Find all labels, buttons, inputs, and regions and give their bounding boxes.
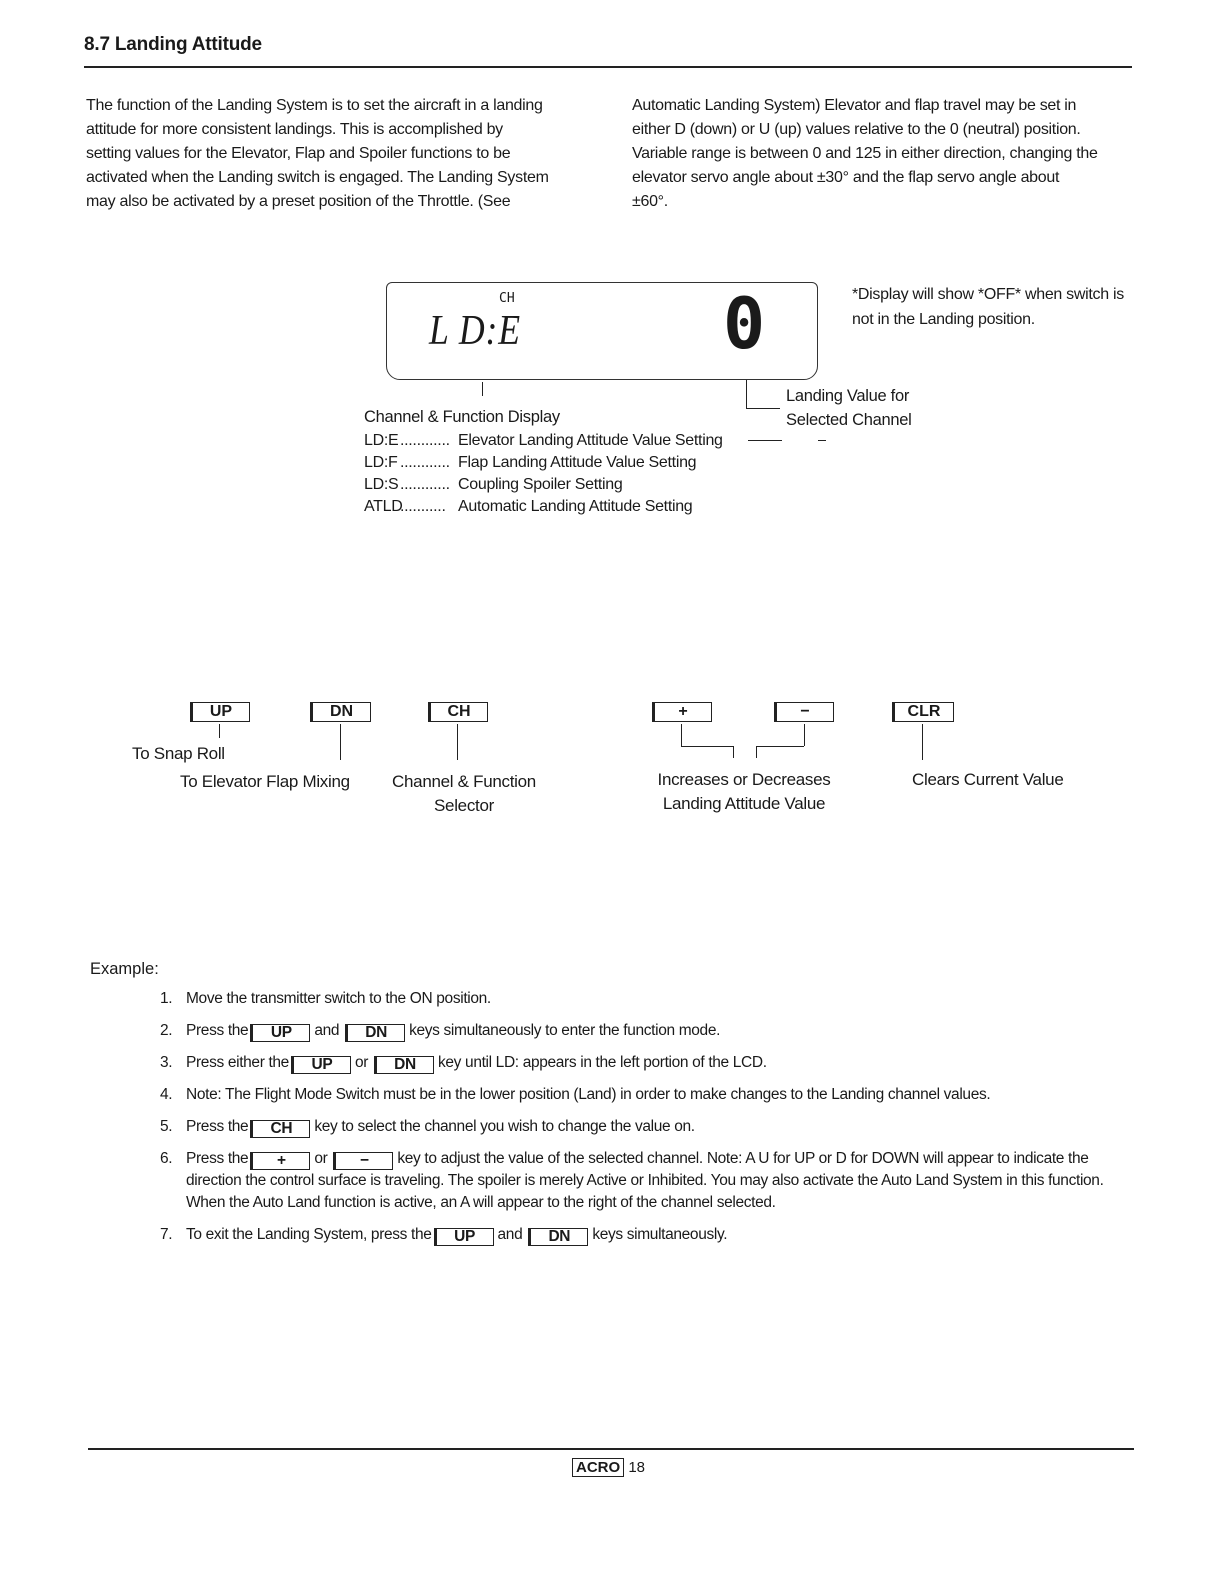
ch-key-line — [457, 724, 458, 760]
clr-key[interactable]: CLR — [892, 702, 954, 722]
step-text: or — [314, 1150, 328, 1167]
intro-right-line: Variable range is between 0 and 125 in either direction, changing the — [632, 145, 1098, 162]
elevator-flap-caption: To Elevator Flap Mixing — [180, 772, 350, 791]
dn-key-line — [340, 724, 341, 760]
step-text: and — [314, 1022, 340, 1039]
intro-left-line: activated when the Landing switch is engaged. The Landing System — [86, 169, 549, 186]
ch-caption-line: Channel & Function — [392, 772, 536, 791]
step-text: Press either the — [186, 1054, 289, 1071]
step-number: 6. — [160, 1150, 173, 1167]
footer — [572, 1458, 645, 1477]
intro-left-line: may also be activated by a preset position of the Throttle. (See — [86, 193, 511, 210]
step-text: key until LD: appears in the left portion of the LCD. — [438, 1054, 767, 1071]
pointer-line-value-h — [746, 408, 780, 409]
legend-row — [364, 474, 723, 496]
step-item — [160, 1116, 1140, 1138]
legend-desc: Coupling Spoiler Setting — [458, 476, 623, 493]
landing-value-line: Selected Channel — [786, 411, 912, 429]
display-note — [852, 282, 1124, 332]
channel-function-label: Channel & Function Display — [364, 408, 560, 426]
inline-dn-key: DN — [528, 1228, 588, 1246]
up-key-line — [219, 724, 220, 738]
step-text: key to adjust the value of the selected channel. Note: A U for UP or D for DOWN will appear to indicate the direction the control surface is traveling. The spoiler is merely Active or Inhibited. You may also activate the Auto Land System in this function. When the Auto Land function is active, an A will appear to the right of the channel selected. — [186, 1150, 1104, 1211]
legend-dots: ............ — [400, 454, 450, 471]
incdec-caption-line: Landing Attitude Value — [662, 794, 826, 813]
intro-left-line: attitude for more consistent landings. This is accomplished by — [86, 121, 503, 138]
legend-code: LD:E — [364, 432, 399, 449]
step-text: keys simultaneously. — [592, 1226, 728, 1243]
legend-connector — [748, 440, 782, 441]
lcd-display — [386, 282, 818, 380]
intro-right-line: ±60°. — [632, 193, 668, 210]
legend-code: ATLD — [364, 498, 403, 515]
step-text: key to select the channel you wish to change the value on. — [314, 1118, 695, 1135]
step-item — [160, 988, 1140, 1010]
lcd-value: 0 — [723, 283, 766, 365]
step-number: 3. — [160, 1054, 173, 1071]
step-number: 5. — [160, 1118, 173, 1135]
inline-up-key: UP — [250, 1024, 310, 1042]
minus-key-line-h — [756, 746, 804, 747]
step-item — [160, 1084, 1140, 1106]
up-key[interactable]: UP — [190, 702, 250, 722]
section-title: 8.7 Landing Attitude — [84, 34, 262, 55]
inline-dn-key: DN — [345, 1024, 405, 1042]
legend-row — [364, 430, 723, 452]
inline-up-key: UP — [291, 1056, 351, 1074]
inline-minus-key: − — [333, 1152, 393, 1170]
step-item — [160, 1224, 1140, 1246]
footer-rule — [88, 1448, 1134, 1450]
step-text: keys simultaneously to enter the function mode. — [409, 1022, 721, 1039]
inline-ch-key: CH — [250, 1120, 310, 1138]
step-text: Press the — [186, 1118, 249, 1135]
incdec-caption — [634, 768, 854, 816]
lcd-legend — [364, 430, 723, 518]
intro-right-line: elevator servo angle about ±30° and the flap servo angle about — [632, 169, 1060, 186]
lcd-ch-label: CH — [499, 291, 515, 306]
step-item — [160, 1148, 1140, 1214]
ch-key[interactable]: CH — [428, 702, 488, 722]
display-note-line: *Display will show *OFF* when switch is — [852, 286, 1124, 303]
step-item — [160, 1052, 1140, 1074]
inline-dn-key: DN — [374, 1056, 434, 1074]
display-note-line: not in the Landing position. — [852, 311, 1035, 328]
dn-key[interactable]: DN — [310, 702, 371, 722]
plus-key[interactable]: + — [652, 702, 712, 722]
lcd-function-text: L D:E — [429, 308, 521, 354]
header-rule — [84, 66, 1132, 68]
minus-key[interactable]: − — [774, 702, 834, 722]
ch-caption-line: Selector — [434, 796, 494, 815]
legend-dots: ............ — [400, 476, 450, 493]
intro-left-line: The function of the Landing System is to set the aircraft in a landing — [86, 97, 543, 114]
incdec-line-b — [756, 746, 757, 758]
step-number: 7. — [160, 1226, 173, 1243]
step-item — [160, 1020, 1140, 1042]
step-number: 4. — [160, 1086, 173, 1103]
legend-desc: Flap Landing Attitude Value Setting — [458, 454, 697, 471]
snap-roll-caption: To Snap Roll — [132, 744, 225, 763]
step-text: Move the transmitter switch to the ON position. — [186, 990, 491, 1007]
clr-key-line — [922, 724, 923, 760]
legend-dots: ........... — [400, 498, 446, 515]
inline-up-key: UP — [434, 1228, 494, 1246]
step-text: Press the — [186, 1022, 249, 1039]
plus-key-line-h — [681, 746, 733, 747]
plus-key-line — [681, 724, 682, 746]
intro-left-column — [86, 94, 606, 214]
step-number: 1. — [160, 990, 173, 1007]
intro-right-line: Automatic Landing System) Elevator and flap travel may be set in — [632, 97, 1077, 114]
legend-desc: Elevator Landing Attitude Value Setting — [458, 432, 723, 449]
landing-value-line: Landing Value for — [786, 387, 910, 405]
step-number: 2. — [160, 1022, 173, 1039]
incdec-caption-line: Increases or Decreases — [657, 770, 831, 789]
example-steps — [160, 988, 1140, 1256]
legend-code: LD:S — [364, 476, 399, 493]
example-label: Example: — [90, 960, 159, 978]
clr-caption: Clears Current Value — [912, 770, 1064, 789]
step-text: Press the — [186, 1150, 249, 1167]
intro-right-column — [632, 94, 1142, 214]
ch-caption — [374, 770, 554, 818]
minus-key-line — [804, 724, 805, 746]
landing-value-label — [786, 384, 911, 432]
legend-row — [364, 452, 723, 474]
pointer-line-channel — [482, 382, 483, 396]
pointer-line-value — [746, 380, 747, 408]
step-text: and — [497, 1226, 523, 1243]
step-text: or — [354, 1054, 369, 1071]
page-number: 18 — [628, 1459, 646, 1476]
intro-left-line: setting values for the Elevator, Flap and Spoiler functions to be — [86, 145, 511, 162]
legend-desc: Automatic Landing Attitude Setting — [458, 498, 693, 515]
legend-row — [364, 496, 723, 518]
legend-connector-tail — [818, 440, 826, 441]
intro-right-line: either D (down) or U (up) values relative to the 0 (neutral) position. — [632, 121, 1081, 138]
footer-mode-badge: ACRO — [572, 1458, 624, 1477]
legend-code: LD:F — [364, 454, 398, 471]
step-text: To exit the Landing System, press the — [186, 1226, 432, 1243]
legend-dots: ............ — [400, 432, 450, 449]
inline-plus-key: + — [250, 1152, 310, 1170]
step-text: Note: The Flight Mode Switch must be in the lower position (Land) in order to make changes to the Landing channel values. — [186, 1086, 991, 1103]
incdec-line-a — [733, 746, 734, 758]
